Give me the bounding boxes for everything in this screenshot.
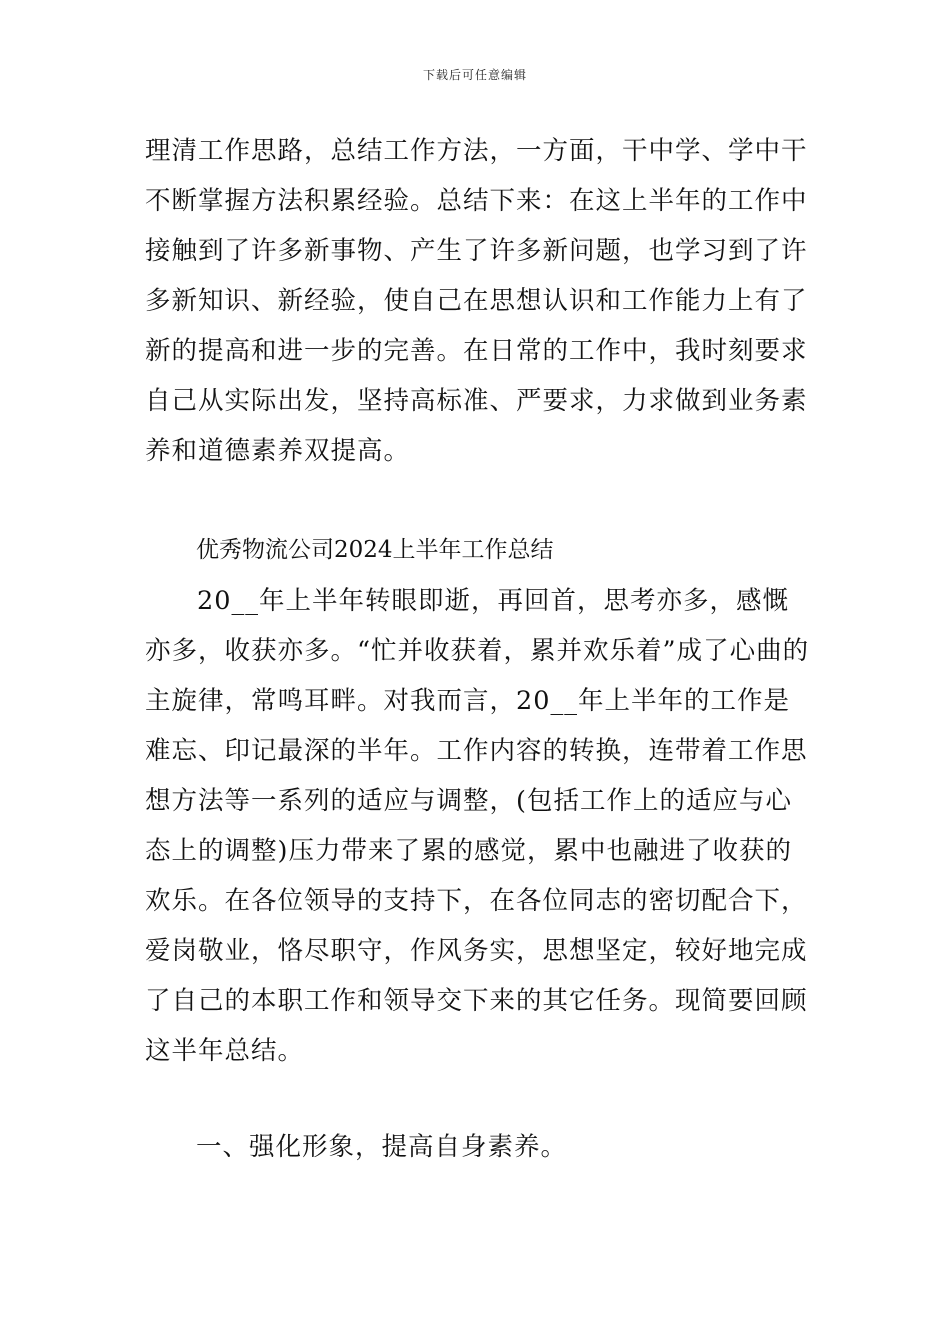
paragraph-1: 理清工作思路，总结工作方法，一方面，干中学、学中干不断掌握方法积累经验。总结下来：在这上半年的工作中接触到了许多新事物、产生了许多新问题，也学习到了许多新知识、新经验，使自己在思想认识和工作能力上有了新的提高和进一步的完善。在日常的工作中，我时刻要求自己从实际出发，坚持高标准、严要求，力求做到业务素养和道德素养双提高。 (145, 136, 808, 466)
document-title: 优秀物流公司2024上半年工作总结 (196, 537, 554, 563)
page-header-note: 下载后可任意编辑 (422, 68, 527, 82)
paragraph-2: 20__年上半年转眼即逝，再回首，思考亦多，感慨亦多，收获亦多。“忙并收获着，累并欢乐着”成了心曲的主旋律，常鸣耳畔。对我而言，20__年上半年的工作是难忘、印记最深的半年。工作内容的转换，连带着工作思想方法等一系列的适应与调整，(包括工作上的适应与心态上的调整)压力带来了累的感觉，累中也融进了收获的欢乐。在各位领导的支持下，在各位同志的密切配合下，爱岗敬业，恪尽职守，作风务实，思想坚定，较好地完成了自己的本职工作和领导交下来的其它任务。现简要回顾这半年总结。 (145, 586, 810, 1066)
section-heading-1: 一、强化形象，提高自身素养。 (196, 1132, 568, 1162)
